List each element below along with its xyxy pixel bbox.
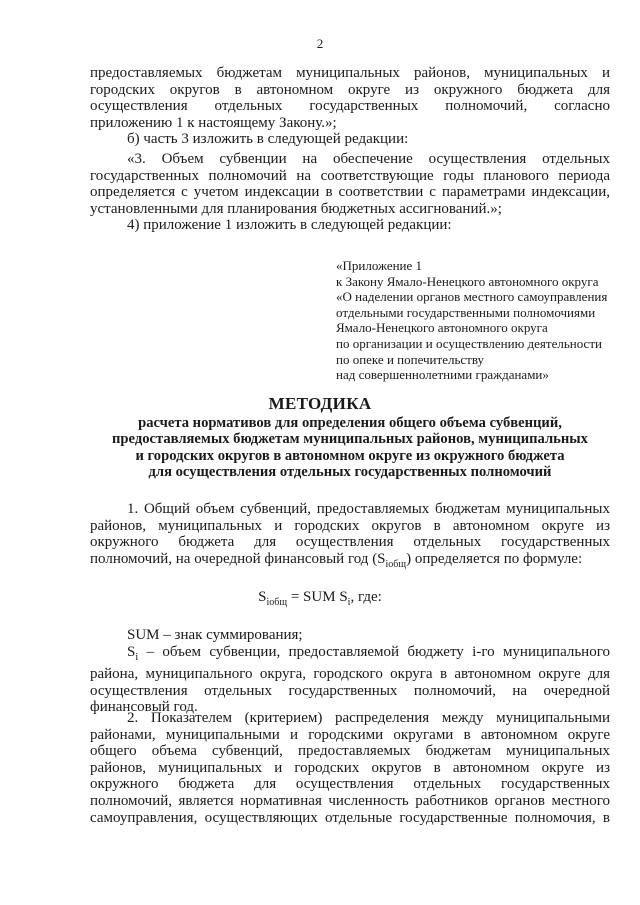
text-line: окружного бюджета для осуществления отдельных государственных — [90, 534, 610, 551]
item-4: 4) приложение 1 изложить в следующей редакции: — [127, 217, 452, 234]
subtitle-line: предоставляемых бюджетам муниципальных районов, муниципальных — [112, 431, 588, 448]
text-line: предоставляемых бюджетам муниципальных районов, муниципальных и — [90, 65, 610, 81]
subtitle-line: для осуществления отдельных государственных полномочий — [148, 464, 552, 481]
annex-line: над совершеннолетними гражданами» — [336, 367, 549, 383]
text-line: $S_i$ – объем субвенции, предоставляемой бюджету i-го муниципального — [127, 643, 610, 663]
document-title: МЕТОДИКА — [268, 394, 372, 413]
document-subtitle — [90, 415, 610, 481]
text-line: районов, муниципальных и городских округов в автономном округе из — [90, 759, 610, 776]
annex-line: «О наделении органов местного самоуправления — [336, 289, 608, 305]
page-number: 2 — [316, 36, 324, 51]
annex-line: Ямало-Ненецкого автономного округа — [336, 320, 548, 336]
annex-line: к Закону Ямало-Ненецкого автономного округа — [336, 273, 599, 289]
text-line: районами, муниципальными и городскими округами в автономном округе — [90, 726, 610, 743]
part3-paragraph — [90, 151, 610, 234]
text-line: осуществления отдельных государственных полномочий, согласно — [90, 98, 610, 115]
text-line: городских округов в автономном округе из окружного бюджета для — [90, 81, 610, 98]
subtitle-line: расчета нормативов для определения общего объема субвенций, — [138, 415, 562, 431]
text-line: финансовый год. — [90, 699, 198, 716]
text-line: районов, муниципальных и городских округов в автономном округе из — [90, 517, 610, 534]
subtitle-line: и городских округов в автономном округе из окружного бюджета — [135, 447, 565, 464]
text-line: установленными для планирования бюджетных ассигнований.»; — [90, 200, 502, 217]
text-line: «3. Объем субвенции на обеспечение осуществления отдельных — [127, 151, 610, 167]
text-line: общего объема субвенций, предоставляемых бюджетам муниципальных — [90, 743, 610, 760]
text-line: приложению 1 к настоящему Закону.»; — [90, 114, 337, 131]
paragraph-2 — [90, 710, 610, 826]
item-b: б) часть 3 изложить в следующей редакции: — [127, 131, 409, 148]
intro-paragraph — [90, 65, 610, 148]
definitions — [90, 627, 610, 716]
annex-line: по опеке и попечительству — [336, 351, 485, 367]
text-line: полномочий, является нормативная численность работников органов местного — [90, 792, 610, 809]
text-line: 1. Общий объем субвенций, предоставляемых бюджетам муниципальных — [127, 501, 610, 517]
annex-line: «Приложение 1 — [336, 258, 423, 273]
text-line: определяется с учетом индексации в соответствии с параметрами индексации, — [90, 184, 610, 201]
text-line: осуществления отдельных государственных полномочий, на очередной — [90, 682, 610, 699]
annex-header — [336, 258, 626, 383]
sum-definition: SUM – знак суммирования; — [127, 627, 303, 643]
text-line: полномочий, на очередной финансовый год $(S_{iобщ})$ определяется по формуле: — [90, 550, 583, 570]
text-line: 2. Показателем (критерием) распределения между муниципальными — [127, 710, 610, 726]
annex-line: по организации и осуществлению деятельности — [336, 335, 602, 351]
text-line: окружного бюджета для осуществления отдельных государственных — [90, 776, 610, 793]
text-line: самоуправления, осуществляющих отдельные государственные полномочия, в — [90, 809, 610, 826]
text-line: района, муниципального округа, городского округа в автономном округе для — [90, 666, 610, 683]
text-line: государственных полномочий на соответствующие годы планового периода — [90, 167, 610, 184]
paragraph-1 — [90, 501, 610, 573]
annex-line: отдельными государственными полномочиями — [336, 304, 596, 320]
formula: $S_{iобщ}$ = SUM $S_i$, где: — [258, 589, 382, 608]
